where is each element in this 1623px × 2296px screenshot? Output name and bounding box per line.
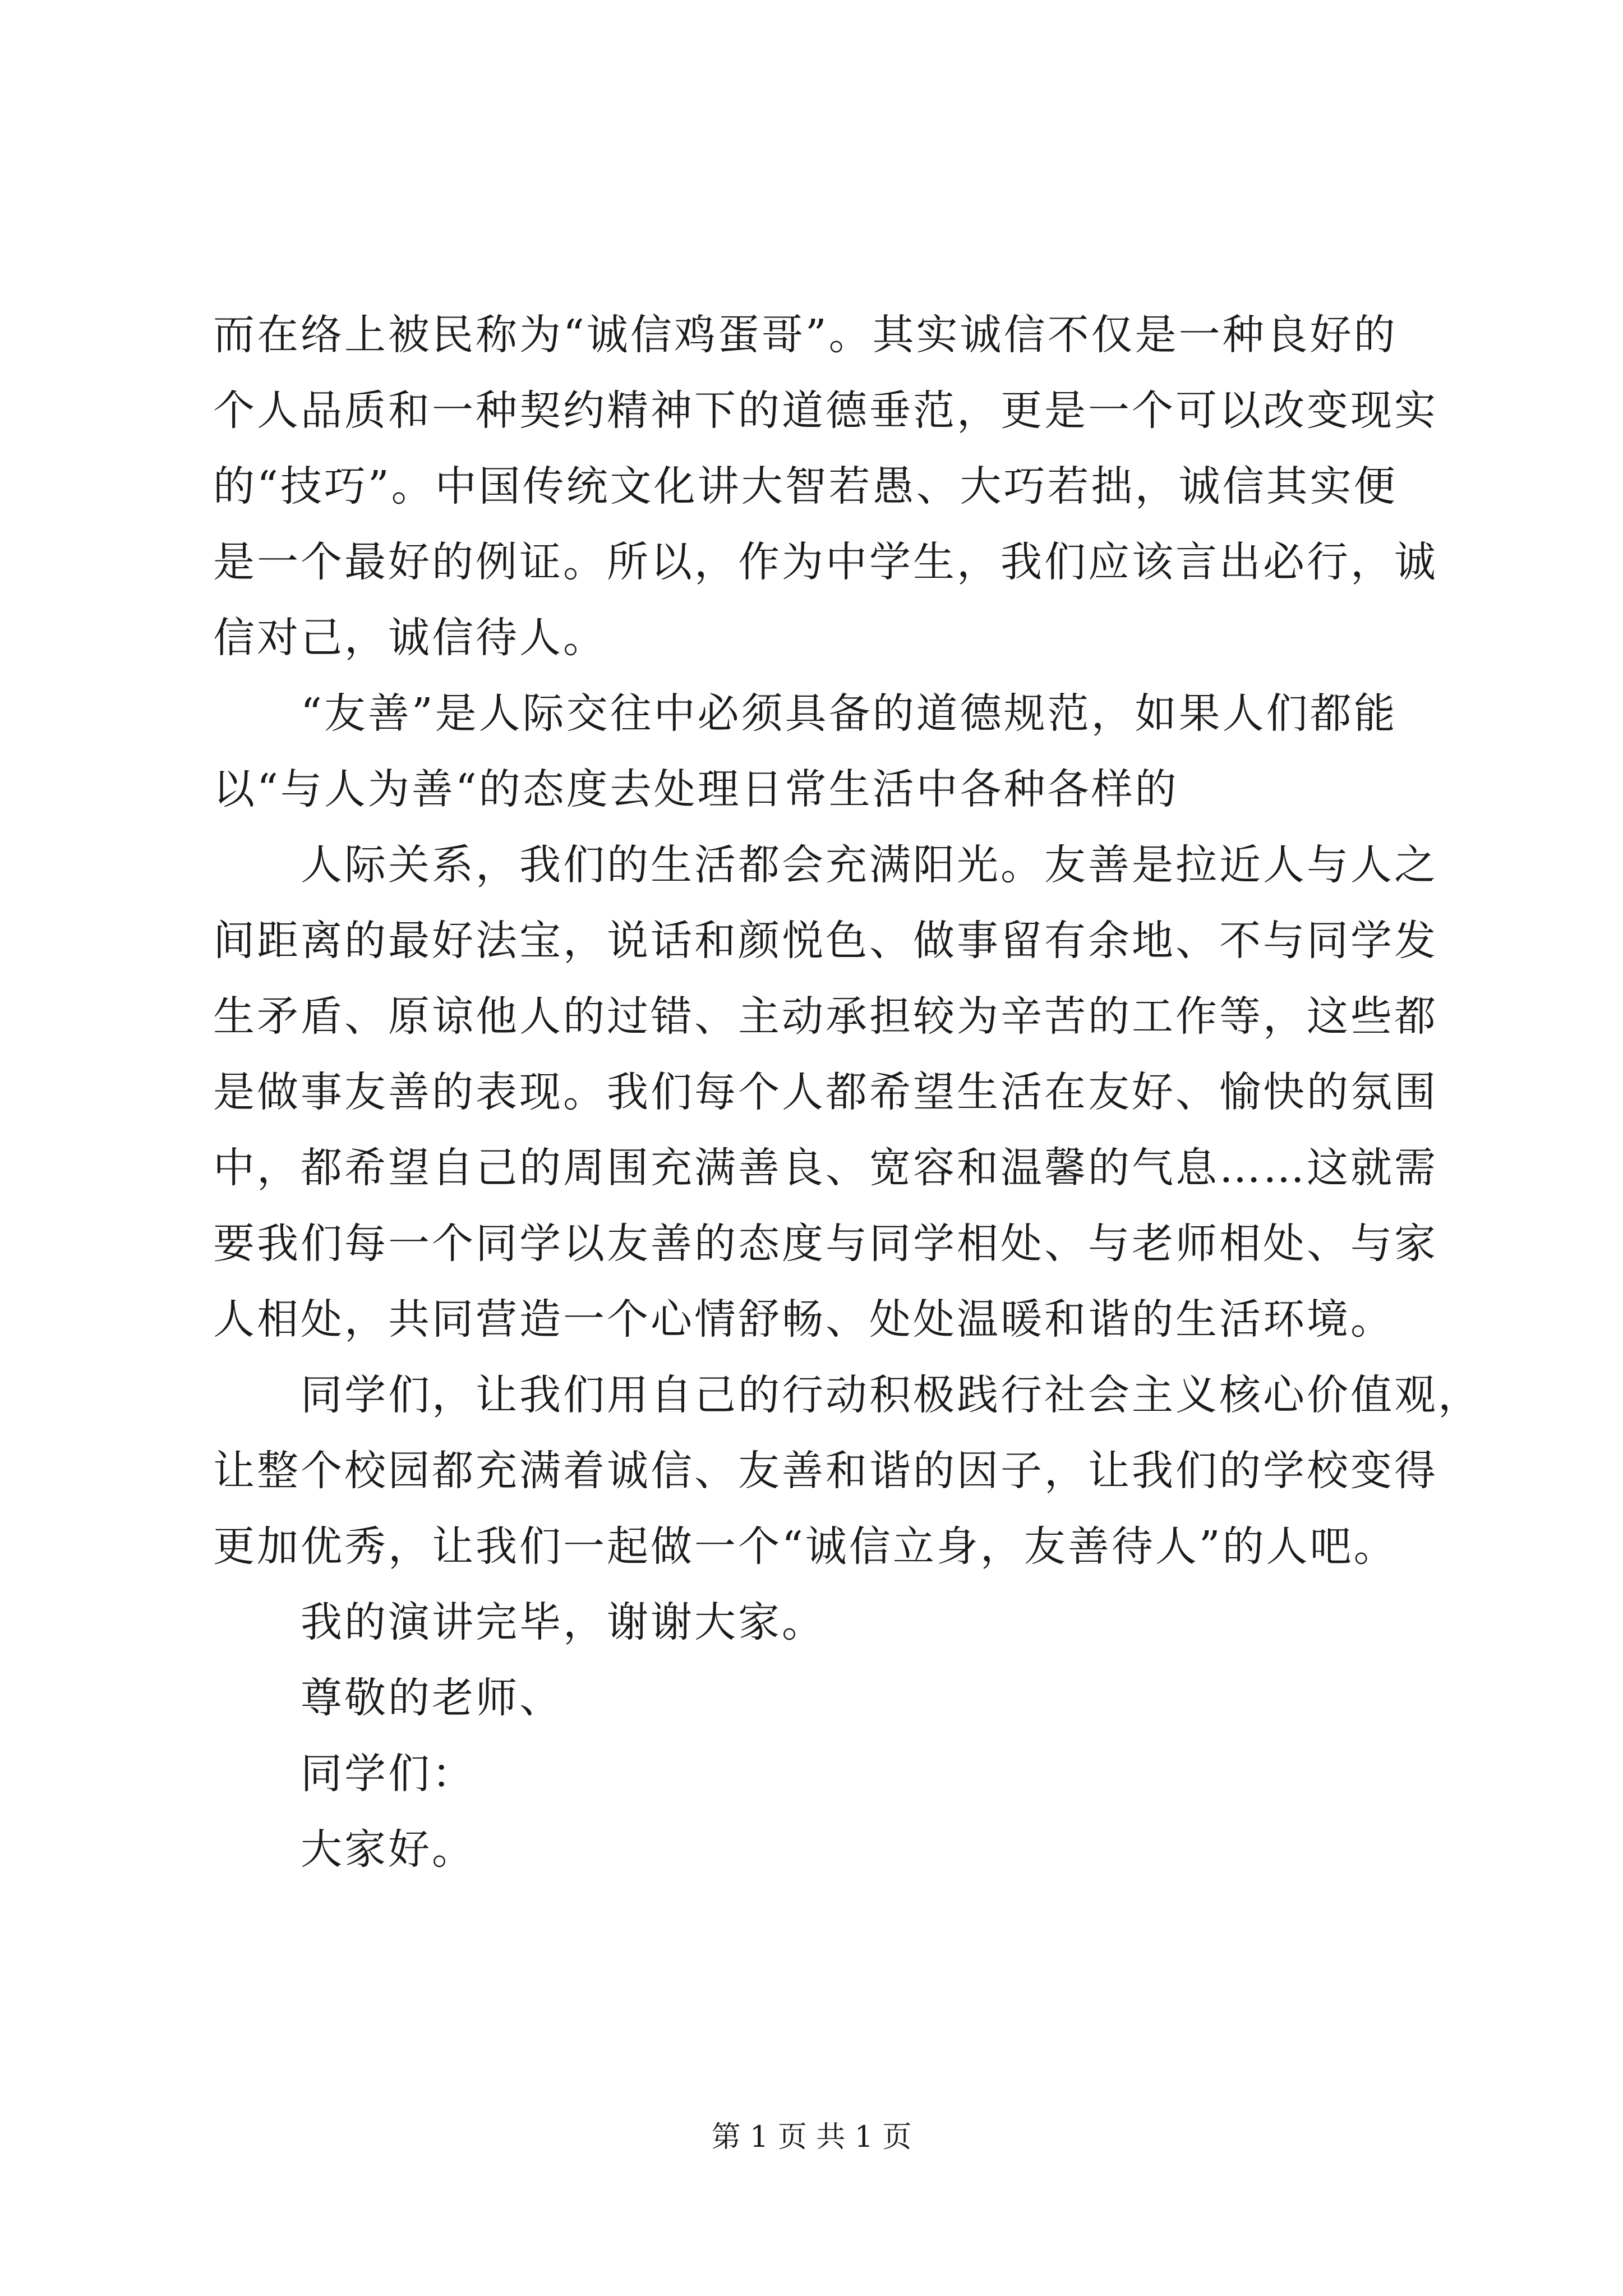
text-line-17: 更加优秀，让我们一起做一个“诚信立身，友善待人”的人吧。 [213, 1522, 1398, 1571]
text-line-1: 而在络上被民称为“诚信鸡蛋哥”。其实诚信不仅是一种良好的 [213, 311, 1398, 359]
page-footer: 第 1 页 共 1 页 [711, 2120, 912, 2154]
text-line-14: 人相处，共同营造一个心情舒畅、处处温暖和谐的生活环境。 [213, 1295, 1394, 1343]
text-line-7: 以“与人为善“的态度去处理日常生活中各种各样的 [213, 765, 1179, 813]
text-line-15: 同学们，让我们用自己的行动积极践行社会主义核心价值观， [301, 1371, 1482, 1419]
text-line-20: 同学们： [301, 1750, 476, 1798]
text-line-5: 信对己，诚信待人。 [213, 614, 607, 662]
text-line-4: 是一个最好的例证。所以，作为中学生，我们应该言出必行，诚 [213, 538, 1438, 586]
text-line-9: 间距离的最好法宝，说话和颜悦色、做事留有余地、不与同学发 [213, 917, 1438, 965]
text-line-2: 个人品质和一种契约精神下的道德垂范，更是一个可以改变现实 [213, 386, 1438, 435]
text-line-3: 的“技巧”。中国传统文化讲大智若愚、大巧若拙，诚信其实便 [213, 462, 1398, 510]
text-line-18: 我的演讲完毕，谢谢大家。 [301, 1598, 826, 1646]
text-line-13: 要我们每一个同学以友善的态度与同学相处、与老师相处、与家 [213, 1220, 1438, 1268]
speech-body [213, 297, 1482, 1888]
text-line-8: 人际关系，我们的生活都会充满阳光。友善是拉近人与人之 [301, 841, 1438, 889]
text-line-19: 尊敬的老师、 [301, 1674, 563, 1722]
text-line-10: 生矛盾、原谅他人的过错、主动承担较为辛苦的工作等，这些都 [213, 992, 1438, 1041]
text-line-12: 中，都希望自己的周围充满善良、宽容和温馨的气息……这就需 [213, 1144, 1438, 1192]
text-line-21: 大家好。 [301, 1825, 476, 1874]
text-line-6: “友善”是人际交往中必须具备的道德规范，如果人们都能 [301, 689, 1398, 738]
text-line-11: 是做事友善的表现。我们每个人都希望生活在友好、愉快的氛围 [213, 1068, 1438, 1116]
text-line-16: 让整个校园都充满着诚信、友善和谐的因子，让我们的学校变得 [213, 1447, 1438, 1495]
